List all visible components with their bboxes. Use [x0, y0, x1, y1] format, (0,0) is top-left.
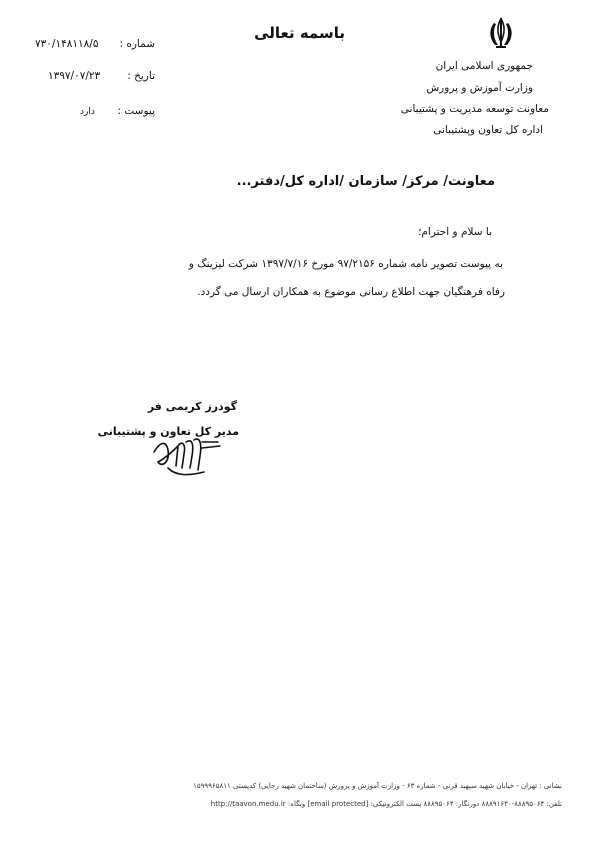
signatory-role: مدیر کل تعاون و پشتیبانی	[97, 425, 239, 438]
date-value: ۱۳۹۷/۰۷/۲۳	[48, 70, 101, 82]
letter-heading-title: باسمه تعالی	[254, 24, 345, 42]
number-value: ۷۳۰/۱۴۸۱۱۸/۵	[35, 38, 99, 50]
org-line-deputy: معاونت توسعه مدیریت و پشتیبانی	[400, 103, 549, 115]
attachment-value: دارد	[80, 107, 95, 117]
footer-address: نشانی : تهران - خیابان شهید سپهبد قرنی - شماره ۶۳ - وزارت آموزش و پرورش (ساختمان شهید رجایی) کدپستی ۱۵۹۹۹۶۵۸۱۱	[193, 782, 562, 790]
signatory-name: گودرز کریمی فر	[147, 400, 237, 413]
handwritten-signature	[148, 432, 228, 480]
letter-body-line: به پیوست تصویر نامه شماره ۹۷/۲۱۵۶ مورخ ۱۳۹۷/۷/۱۶ شرکت لیزینگ و	[188, 258, 503, 270]
iran-emblem-icon	[486, 16, 516, 52]
letter-greeting: با سلام و احترام؛	[418, 226, 492, 238]
org-line-department: اداره کل تعاون وپشتیبانی	[433, 124, 543, 136]
org-line-ministry: وزارت آموزش و پرورش	[426, 82, 533, 94]
date-label: تاریخ :	[127, 70, 155, 82]
footer-contact: تلفن: ۸۸۸۹۵۰۶۴-۸۸۸۹۱۶۳۰ دورنگار: ۸۸۸۹۵۰۶۴ پست الکترونیکی: [email protected] وبگاه: http://taavon.medu.ir	[210, 800, 562, 808]
letter-body-line: رفاه فرهنگیان جهت اطلاع رسانی موضوع به همکاران ارسال می گردد.	[197, 286, 505, 298]
letter-recipients: معاونت/ مرکز/ سازمان /اداره کل/دفتر...	[236, 174, 495, 189]
number-label: شماره :	[119, 38, 155, 50]
attachment-label: پیوست :	[117, 105, 155, 117]
org-line-country: جمهوری اسلامی ایران	[435, 60, 533, 72]
